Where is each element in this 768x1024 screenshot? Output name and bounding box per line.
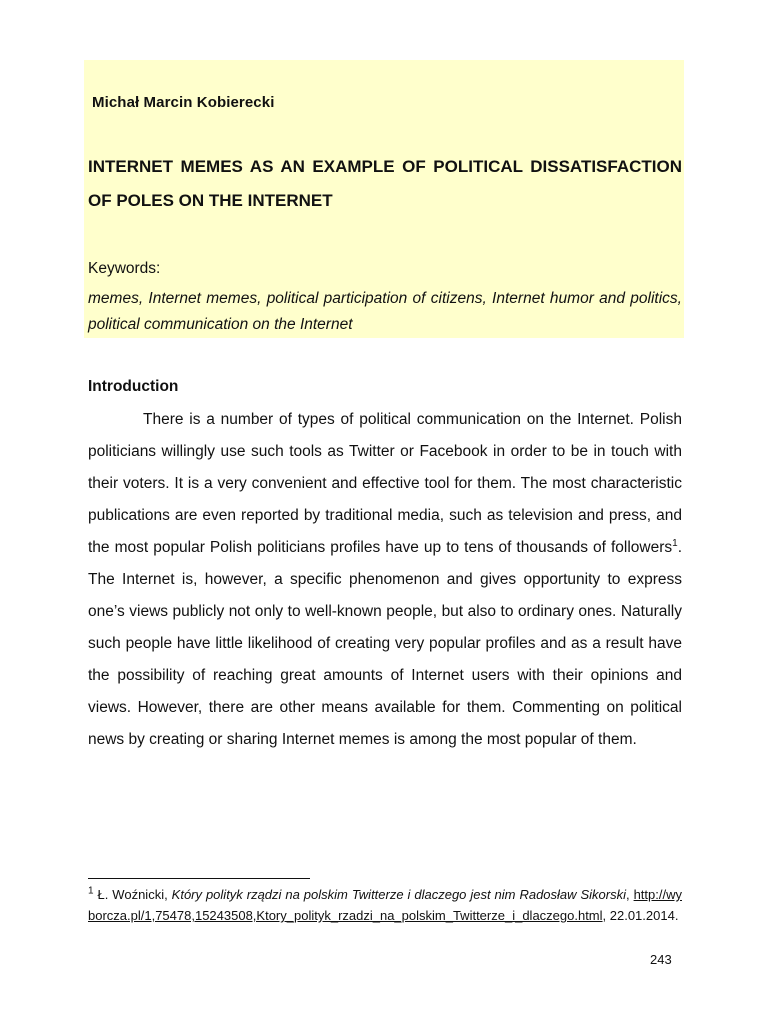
- footnote-separator: [88, 878, 310, 879]
- footnote-reference[interactable]: 1: [672, 537, 678, 549]
- section-heading-introduction: Introduction: [88, 378, 179, 395]
- paragraph-text-part-2: . The Internet is, however, a specific phenomenon and gives opportunity to express one’s views publicly not only to well-known people, but also to ordinary ones. Naturally such people have little likelihood of creating very popular profiles and as a result have the possibility of reaching great amounts of Internet users with their opinions and views. However, there are other means available for them. Commenting on political news by creating or sharing Internet memes is among the most popular of them.: [88, 539, 682, 748]
- page-number: 243: [650, 952, 672, 967]
- footnote: [88, 884, 682, 926]
- footnote-number: 1: [88, 885, 94, 897]
- keywords-list: memes, Internet memes, political participation of citizens, Internet humor and politics, political communication on the Internet: [88, 290, 682, 333]
- footnote-separator-text: ,: [626, 887, 634, 902]
- footnote-date: , 22.01.2014.: [602, 908, 679, 923]
- paragraph-text-part-1: There is a number of types of political communication on the Internet. Polish politicians willingly use such tools as Twitter or Facebook in order to be in touch with their voters. It is a very convenient and effective tool for them. The most characteristic publications are even reported by traditional media, such as television and press, and the most popular Polish politicians profiles have up to tens of thousands of followers: [88, 411, 682, 556]
- author-name: Michał Marcin Kobierecki: [92, 94, 275, 111]
- footnote-author: Ł. Woźnicki,: [93, 887, 172, 902]
- introduction-paragraph: [88, 404, 682, 756]
- article-title: INTERNET MEMES AS AN EXAMPLE OF POLITICAL DISSATISFACTION OF POLES ON THE INTERNET: [88, 157, 682, 210]
- footnote-url-link[interactable]: http://wyborcza.pl/1,75478,15243508,Ktory_polityk_rzadzi_na_polskim_Twitterze_i_dlaczego.html: [88, 887, 682, 923]
- footnote-source-title: Który polityk rządzi na polskim Twitterze i dlaczego jest nim Radosław Sikorski: [171, 887, 626, 902]
- keywords-label: Keywords:: [88, 260, 161, 277]
